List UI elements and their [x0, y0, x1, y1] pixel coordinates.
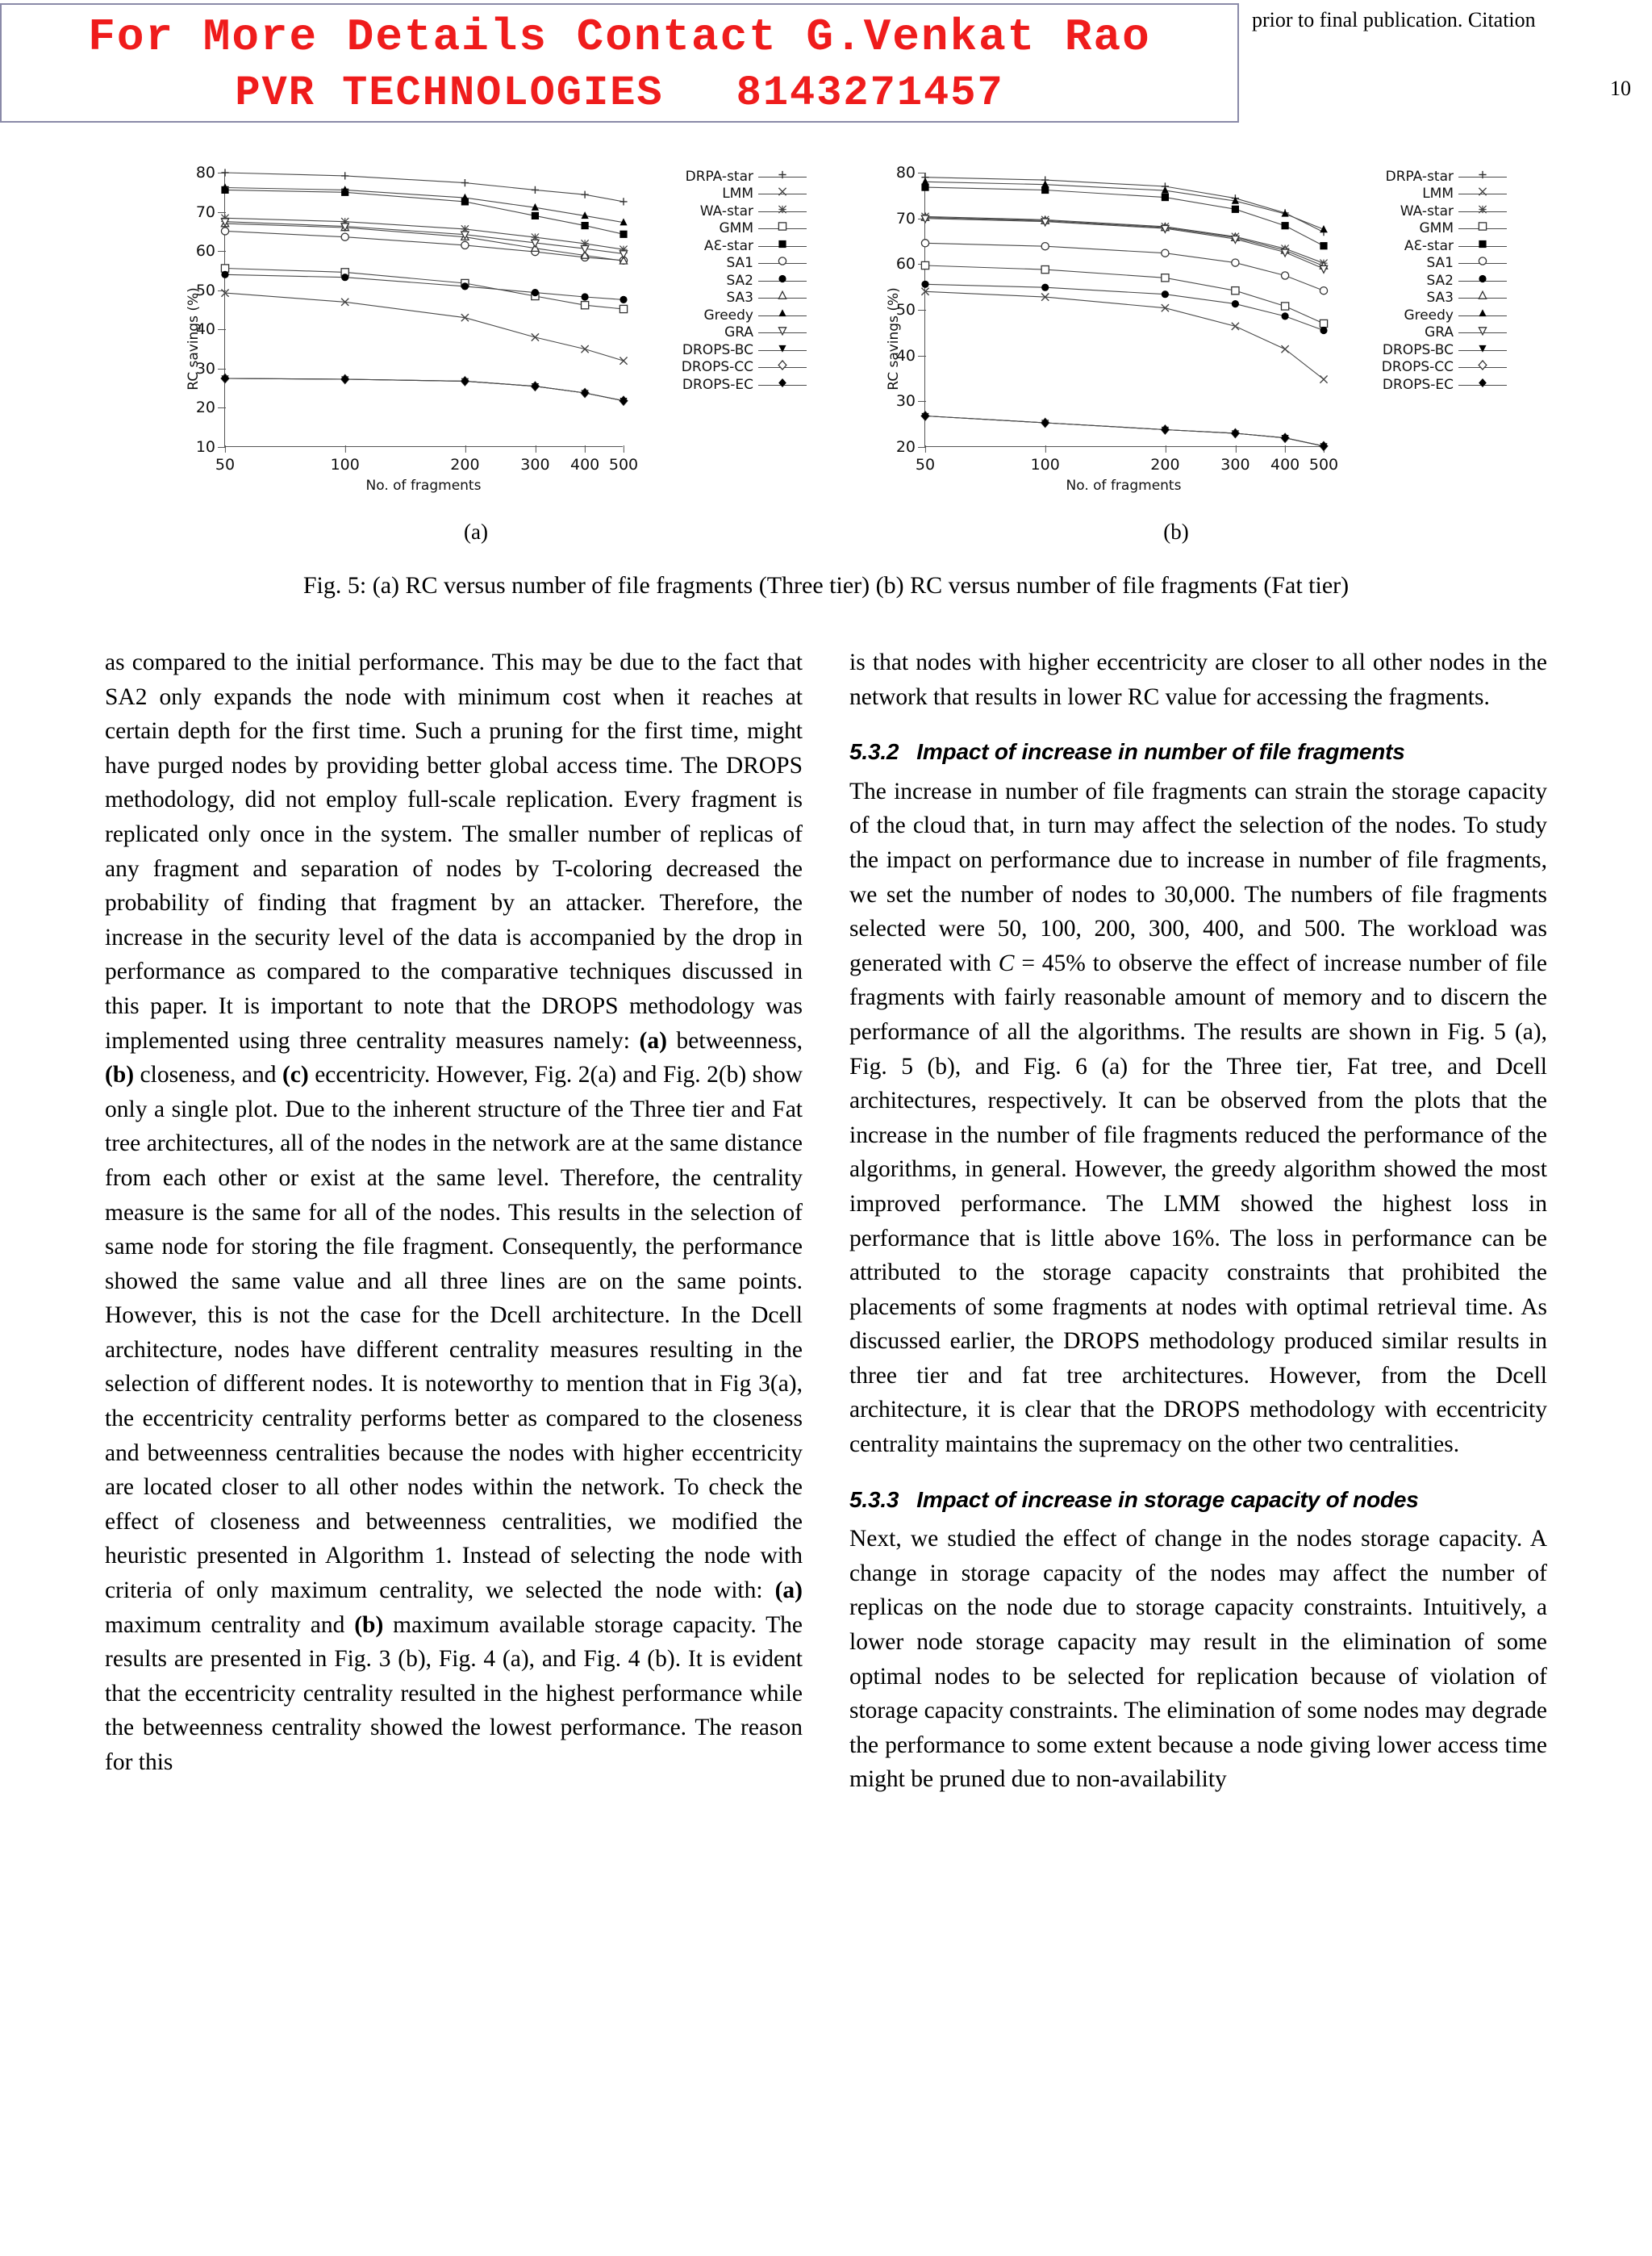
legend-item-label: SA3 — [726, 290, 753, 307]
chart-panel-b — [837, 161, 1515, 516]
legend-item-marker — [758, 377, 807, 393]
series-line — [225, 378, 624, 401]
data-point-marker — [532, 212, 539, 219]
x-axis-tick: 300 — [1220, 446, 1249, 474]
right-para-2b: to observe the effect of increase number of file fragments with fairly reasonable amount of memory and to discern the performance of all the algorithms. The results are shown in Fig. 5 (a), Fig. 5 (b), and Fig. 6 (a) for the Three tier, Fat tree, and Dcell architectures, respectively. It can be observed from the plots that the increase in the number of file fragments reduced the performance of the algorithms, in general. However, the greedy algorithm showed the most improved performance. The LMM showed the highest loss in performance that is little above 16%. The loss in performance can be attributed to the storage capacity constraints that prohibited the placements of some fragments at nodes with optimal retrieval time. As discussed earlier, the DROPS methodology produced similar results in three tier and fat tree architectures. However, from the Dcell architecture, it is clear that the DROPS methodology with eccentricity centrality maintains the supremacy on the other two centralities. — [849, 950, 1547, 1458]
data-point-marker — [1282, 272, 1289, 279]
section-title-5-3-2: Impact of increase in number of file fragments — [916, 739, 1405, 765]
legend-item — [637, 376, 807, 394]
data-point-marker — [1281, 433, 1289, 442]
x-axis-tick: 500 — [609, 446, 638, 474]
data-point-marker — [1282, 312, 1289, 320]
legend-item — [1337, 220, 1507, 238]
section-number-5-3-3: 5.3.3 — [849, 1486, 899, 1512]
legend-item-marker — [1458, 186, 1507, 202]
subcaption-a: (a) — [464, 520, 488, 544]
legend-item-label: WA-star — [1400, 203, 1454, 219]
legend-item-marker — [758, 342, 807, 358]
legend-item-marker — [1458, 273, 1507, 289]
chart-panel-a — [137, 161, 815, 516]
data-point-marker — [921, 412, 929, 420]
x-axis-tick: 200 — [1150, 446, 1179, 474]
right-para-2a: The increase in number of file fragments can strain the storage capacity of the cloud that, in turn may affect the selection of the nodes. To study the impact on performance due to increase in number of file fragments, we set the number of nodes to 30,000. The numbers of file fragments selected were 50, 100, 200, 300, 400, and 500. The workload was generated with — [849, 778, 1547, 976]
data-point-marker — [620, 396, 628, 405]
data-point-marker — [1232, 287, 1239, 295]
legend-item — [1337, 324, 1507, 342]
legend-item-marker — [1458, 290, 1507, 306]
legend-item — [637, 359, 807, 377]
data-point-marker — [620, 231, 627, 238]
legend-item-marker — [758, 186, 807, 202]
data-point-marker — [461, 194, 469, 201]
data-point-marker — [1041, 243, 1049, 250]
legend-item — [637, 186, 807, 203]
x-axis-tick: 50 — [215, 446, 235, 474]
data-point-marker — [620, 251, 627, 258]
series-line — [225, 269, 624, 310]
figure-caption: Fig. 5: (a) RC versus number of file fragments (Three tier) (b) RC versus number of file fragments (Fat tier) — [302, 572, 1350, 599]
watermark-line-1: For More Details Contact G.Venkat Rao — [88, 11, 1151, 63]
math-value-45: 45% — [1041, 950, 1086, 976]
data-point-marker — [620, 198, 627, 205]
data-point-marker — [461, 377, 469, 386]
legend-item-label: DROPS-BC — [682, 341, 753, 358]
y-axis-tick: 10 — [196, 438, 225, 456]
watermark-banner — [0, 3, 1239, 123]
data-point-marker — [582, 222, 589, 229]
series-line — [225, 274, 624, 299]
series-line — [225, 378, 624, 401]
x-axis-label: No. of fragments — [365, 478, 482, 494]
legend-item-label: Greedy — [1404, 307, 1454, 324]
data-point-marker — [582, 191, 589, 198]
y-axis-tick: 40 — [196, 320, 225, 338]
legend-item-label: GRA — [1425, 324, 1454, 341]
x-axis-label: No. of fragments — [1066, 478, 1182, 494]
data-point-marker — [1041, 180, 1049, 187]
data-point-marker — [582, 345, 589, 353]
legend-item-label: GMM — [719, 220, 753, 237]
data-point-marker — [341, 172, 348, 179]
y-axis-tick: 80 — [196, 164, 225, 182]
data-point-marker — [582, 293, 589, 300]
data-point-marker — [1232, 323, 1239, 330]
data-point-marker — [1232, 300, 1239, 307]
y-axis-label: RC savings (%) — [185, 287, 202, 391]
legend-item-marker — [758, 324, 807, 340]
watermark-line-2 — [2, 66, 1237, 121]
figure-5 — [0, 161, 1652, 600]
legend-item — [1337, 359, 1507, 377]
legend-item-marker — [758, 169, 807, 185]
legend-item-marker — [758, 255, 807, 271]
data-point-marker — [1320, 320, 1327, 327]
header-right-text: prior to final publication. Citation — [1252, 8, 1536, 31]
y-axis-tick: 50 — [896, 301, 925, 319]
series-line — [925, 187, 1324, 246]
data-point-marker — [620, 296, 627, 303]
data-point-marker — [1162, 186, 1169, 194]
legend-item-marker — [1458, 307, 1507, 324]
legend-item-marker — [1458, 255, 1507, 271]
legend-item — [637, 324, 807, 342]
watermark-company: PVR TECHNOLOGIES — [235, 69, 664, 117]
y-axis-tick: 50 — [196, 282, 225, 299]
y-axis-tick: 20 — [896, 438, 925, 456]
y-axis-tick: 70 — [196, 203, 225, 221]
x-axis-tick: 400 — [1270, 446, 1299, 474]
data-point-marker — [1162, 425, 1170, 434]
legend-item-marker — [758, 238, 807, 254]
legend-item — [1337, 272, 1507, 290]
legend-item-label: DROPS-CC — [681, 359, 753, 376]
math-equals: = — [1014, 950, 1042, 976]
y-axis-tick: 60 — [196, 242, 225, 260]
legend-item-marker — [758, 220, 807, 236]
data-point-marker — [1041, 266, 1049, 274]
legend-item-label: GMM — [1419, 220, 1454, 237]
legend-item — [1337, 341, 1507, 359]
plot-area — [895, 164, 1339, 474]
series-plot — [225, 167, 635, 453]
data-point-marker — [1162, 290, 1169, 298]
data-point-marker — [341, 274, 348, 281]
legend-item — [1337, 255, 1507, 273]
plot-area — [195, 164, 639, 474]
legend-item-marker — [1458, 359, 1507, 375]
section-heading-5-3-3 — [849, 1483, 1547, 1518]
x-axis-tick: 400 — [570, 446, 599, 474]
legend-item-label: DRPA-star — [1385, 168, 1454, 185]
data-point-marker — [532, 186, 539, 194]
legend-item-label: WA-star — [699, 203, 753, 219]
x-axis-tick: 300 — [520, 446, 549, 474]
legend-item-label: DROPS-EC — [682, 376, 753, 393]
math-variable-c: C — [998, 950, 1015, 976]
data-point-marker — [1320, 287, 1327, 295]
legend-item-label: SA1 — [1426, 255, 1454, 272]
legend-item — [1337, 290, 1507, 307]
right-para-2 — [849, 775, 1547, 1462]
legend-item — [1337, 237, 1507, 255]
data-point-marker — [1282, 345, 1289, 353]
legend-item-label: SA1 — [726, 255, 753, 272]
legend-item — [1337, 203, 1507, 220]
data-point-marker — [1320, 242, 1327, 249]
y-axis-tick: 80 — [896, 164, 925, 182]
series-line — [225, 173, 624, 202]
legend-item-marker — [1458, 203, 1507, 219]
y-axis-tick: 30 — [196, 360, 225, 378]
legend-item-label: DROPS-BC — [1382, 341, 1454, 358]
legend-item-marker — [758, 203, 807, 219]
x-axis-tick: 200 — [450, 446, 479, 474]
series-plot — [925, 167, 1335, 453]
legend-item — [637, 203, 807, 220]
data-point-marker — [620, 305, 627, 312]
series-line — [925, 216, 1324, 263]
watermark-phone: 8143271457 — [736, 69, 1004, 117]
data-point-marker — [532, 333, 539, 340]
data-point-marker — [1282, 222, 1289, 229]
series-line — [925, 416, 1324, 446]
legend-item-marker — [758, 307, 807, 324]
legend-item-marker — [758, 359, 807, 375]
legend-item-label: SA3 — [1426, 290, 1454, 307]
legend-item-label: DROPS-EC — [1382, 376, 1454, 393]
data-point-marker — [921, 261, 928, 269]
legend-item — [637, 307, 807, 324]
data-point-marker — [221, 271, 228, 278]
section-title-5-3-3: Impact of increase in storage capacity of nodes — [916, 1486, 1419, 1512]
left-column — [105, 645, 803, 1797]
data-point-marker — [1162, 194, 1169, 201]
legend-item-label: SA2 — [726, 272, 753, 289]
data-point-marker — [1282, 303, 1289, 310]
x-axis-tick: 50 — [916, 446, 935, 474]
legend-item-marker — [758, 290, 807, 306]
legend-item-label: LMM — [1422, 186, 1454, 203]
left-column-paragraph: as compared to the initial performance. This may be due to the fact that SA2 only expands the node with minimum cost when it reaches at certain depth for the first time. Such a pruning for the first time, might have purged nodes by providing better global access time. The DROPS methodology, did not employ full-scale replication. Every fragment is replicated only once in the system. The smaller number of replicas of any fragment and separation of nodes by T-coloring decreased the probability of finding that fragment by an attacker. Therefore, the increase in the security level of the data is accompanied by the drop in performance as compared to the comparative techniques discussed in this paper. It is important to note that the DROPS methodology was implemented using three centrality measures namely: (a) betweenness, (b) closeness, and (c) eccentricity. However, Fig. 2(a) and Fig. 2(b) show only a single plot. Due to the inherent structure of the Three tier and Fat tree architectures, all of the nodes in the network are at the same distance from each other or exist at the same level. Therefore, the centrality measure is the same for all of the nodes. This results in the selection of same node for storing the file fragment. Consequently, the performance showed the same value and all three lines are on the same points. However, this is not the case for the Dcell architecture. In the Dcell architecture, nodes have different centrality measures resulting in the selection of different nodes. It is noteworthy to mention that in Fig 3(a), the eccentricity centrality performs better as compared to the closeness and betweenness centralities because the nodes with higher eccentricity are located closer to all other nodes within the network. To check the effect of closeness and betweenness centralities, we modified the heuristic presented in Algorithm 1. Instead of selecting the node with criteria of only maximum centrality, we selected the node with: (a) maximum centrality and (b) maximum available storage capacity. The results are presented in Fig. 3 (b), Fig. 4 (a), and Fig. 4 (b). It is evident that the eccentricity centrality resulted in the highest performance while the betweenness centrality showed the lowest performance. The reason for this — [105, 650, 803, 1775]
data-point-marker — [1320, 327, 1327, 334]
right-para-3: Next, we studied the effect of change in the nodes storage capacity. A change in storage capacity of the nodes may affect the number of replicas on the node due to storage capacity constraints. Intuitively, a lower node storage capacity may result in the elimination of some optimal nodes to be selected for replication because of violation of storage capacity constraints. The elimination of some nodes may degrade the performance to some extent because a node giving lower access time might be pruned due to non-availability — [849, 1526, 1547, 1793]
legend-item — [637, 341, 807, 359]
legend-item — [637, 237, 807, 255]
y-axis-tick: 70 — [896, 210, 925, 228]
subcaption-b: (b) — [1163, 520, 1189, 544]
y-axis-tick: 30 — [896, 392, 925, 410]
y-axis-tick: 40 — [896, 347, 925, 365]
data-point-marker — [921, 240, 928, 247]
legend-item-label: DRPA-star — [685, 168, 753, 185]
right-para-1: is that nodes with higher eccentricity are closer to all other nodes in the network that results in lower RC value for accessing the fragments. — [849, 650, 1547, 710]
data-point-marker — [1041, 418, 1049, 427]
data-point-marker — [341, 374, 349, 383]
legend-item — [637, 272, 807, 290]
data-point-marker — [921, 281, 928, 288]
legend-item-label: SA2 — [1426, 272, 1454, 289]
legend-item-label: LMM — [722, 186, 753, 203]
legend-item-label: DROPS-CC — [1381, 359, 1454, 376]
legend-item-marker — [758, 273, 807, 289]
data-point-marker — [532, 289, 539, 296]
legend-item — [1337, 186, 1507, 203]
data-point-marker — [1162, 249, 1169, 257]
data-point-marker — [221, 228, 228, 235]
y-axis-tick: 20 — [196, 399, 225, 416]
legend-item — [637, 220, 807, 238]
series-line — [925, 291, 1324, 379]
series-line — [225, 293, 624, 361]
x-axis-tick: 500 — [1309, 446, 1338, 474]
data-point-marker — [1232, 206, 1239, 213]
legend-item — [1337, 168, 1507, 186]
legend-item-marker — [1458, 377, 1507, 393]
y-axis-tick: 60 — [896, 255, 925, 273]
data-point-marker — [461, 282, 469, 290]
data-point-marker — [1162, 274, 1169, 282]
y-axis-label: RC savings (%) — [885, 287, 902, 391]
legend-item-label: AƐ-star — [1404, 237, 1454, 254]
body-columns — [0, 645, 1652, 1797]
chart-legend — [637, 168, 807, 394]
data-point-marker — [620, 357, 627, 365]
legend-item — [1337, 376, 1507, 394]
data-point-marker — [461, 241, 469, 249]
series-line — [925, 416, 1324, 446]
right-column — [849, 645, 1547, 1797]
data-point-marker — [461, 179, 469, 186]
legend-item-marker — [1458, 238, 1507, 254]
series-line — [225, 378, 624, 401]
section-number-5-3-2: 5.3.2 — [849, 739, 899, 765]
series-line — [925, 284, 1324, 330]
legend-item-marker — [1458, 324, 1507, 340]
legend-item — [637, 255, 807, 273]
data-point-marker — [582, 302, 589, 309]
data-point-marker — [1320, 376, 1327, 383]
data-point-marker — [581, 388, 589, 397]
data-point-marker — [341, 233, 348, 240]
chart-legend — [1337, 168, 1507, 394]
legend-item — [1337, 307, 1507, 324]
legend-item-marker — [1458, 220, 1507, 236]
x-axis-tick: 100 — [331, 446, 360, 474]
series-line — [925, 243, 1324, 290]
x-axis-tick: 100 — [1031, 446, 1060, 474]
page-number: 10 — [1610, 77, 1631, 100]
subcaptions — [0, 520, 1652, 545]
legend-item-marker — [1458, 342, 1507, 358]
legend-item-label: GRA — [724, 324, 753, 341]
legend-item — [637, 168, 807, 186]
section-heading-5-3-2 — [849, 735, 1547, 770]
series-line — [925, 416, 1324, 446]
data-point-marker — [1232, 259, 1239, 266]
legend-item — [637, 290, 807, 307]
legend-item-label: Greedy — [703, 307, 753, 324]
data-point-marker — [1320, 441, 1328, 450]
legend-item-marker — [1458, 169, 1507, 185]
charts-row — [0, 161, 1652, 516]
legend-item-label: AƐ-star — [703, 237, 753, 254]
data-point-marker — [1232, 428, 1240, 437]
data-point-marker — [532, 382, 540, 391]
data-point-marker — [1041, 284, 1049, 291]
